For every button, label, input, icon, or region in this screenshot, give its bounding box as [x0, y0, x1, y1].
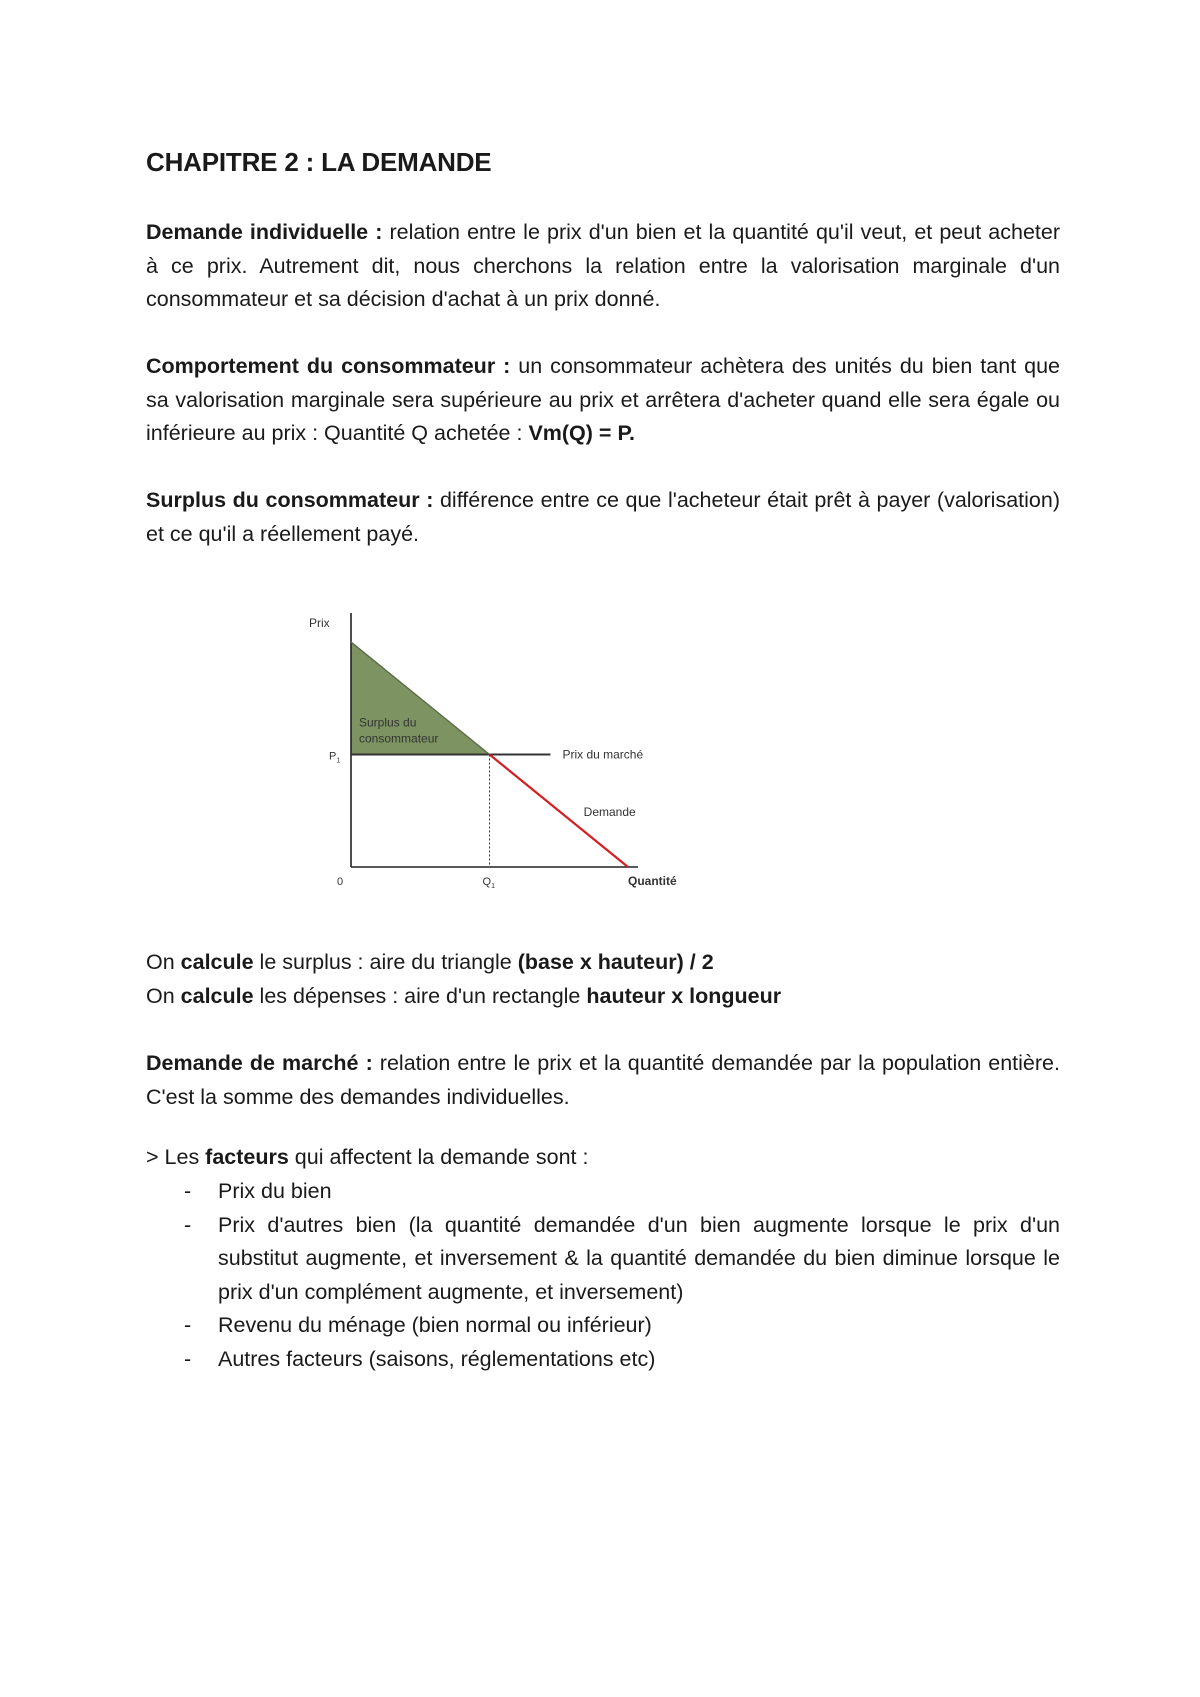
y-axis-label: Prix — [309, 616, 330, 630]
list-item: - Prix d'autres bien (la quantité demandée d'un bien augmente lorsque le prix d'un substitut augmente, et inversement & la quantité demandée du bien diminue lorsque le prix d'un complément augmente, et inversement) — [184, 1212, 1060, 1304]
x-tick-q1: $Q_1$ — [482, 876, 495, 890]
factors-list — [146, 1175, 1060, 1376]
definition-demande-marche: relation entre le prix et la quantité demandée par la population entière. C'est la somme des demandes individuelles. — [146, 1051, 1060, 1109]
term-demande-individuelle: Demande individuelle : — [146, 220, 383, 244]
y-tick-p1: $P_1$ — [329, 750, 341, 765]
definition-surplus: différence entre ce que l'acheteur était prêt à payer (valorisation) et ce qu'il a réellement payé. — [146, 488, 1060, 546]
origin-label: 0 — [337, 876, 344, 888]
list-item: - Revenu du ménage (bien normal ou inférieur) — [184, 1313, 652, 1337]
formula-rectangle: hauteur x longueur — [586, 984, 782, 1008]
formula-triangle: (base x hauteur) / 2 — [517, 950, 714, 974]
x-axis-label: Quantité — [628, 874, 677, 888]
surplus-chart — [296, 592, 736, 902]
paragraph-comportement — [146, 350, 1060, 451]
list-item: - Prix du bien — [184, 1179, 332, 1203]
surplus-label-line1: Surplus du — [359, 715, 417, 730]
surplus-label-line2: consommateur — [359, 731, 439, 746]
term-surplus: Surplus du consommateur : — [146, 488, 434, 512]
factors-intro: > Les facteurs qui affectent la demande sont : — [146, 1145, 589, 1169]
formula-vm: Vm(Q) = P. — [528, 421, 635, 445]
term-comportement: Comportement du consommateur : — [146, 354, 511, 378]
paragraph-demande-individuelle — [146, 216, 1060, 317]
calc-depenses-line: On calcule les dépenses : aire d'un rectangle hauteur x longueur — [146, 984, 782, 1008]
paragraph-surplus — [146, 484, 1060, 551]
term-demande-marche: Demande de marché : — [146, 1051, 373, 1075]
definition-demande-individuelle: relation entre le prix d'un bien et la quantité qu'il veut, et peut acheter à ce prix. Autrement dit, nous cherchons la relation entre la valorisation marginale d'un consommateur et sa décision d'achat à un prix donné. — [146, 220, 1060, 311]
market-price-label: Prix du marché — [562, 747, 644, 762]
list-item: - Autres facteurs (saisons, réglementations etc) — [184, 1346, 656, 1371]
demand-label: Demande — [583, 805, 636, 819]
paragraph-demande-marche — [146, 1047, 1060, 1114]
calc-surplus-line: On calcule le surplus : aire du triangle (base x hauteur) / 2 — [146, 950, 714, 974]
definition-comportement: un consommateur achètera des unités du bien tant que sa valorisation marginale sera supérieure au prix et arrêtera d'acheter quand elle sera égale ou inférieure au prix : Quantité Q achetée : — [146, 354, 1060, 445]
chapter-title: CHAPITRE 2 : LA DEMANDE — [146, 147, 492, 177]
